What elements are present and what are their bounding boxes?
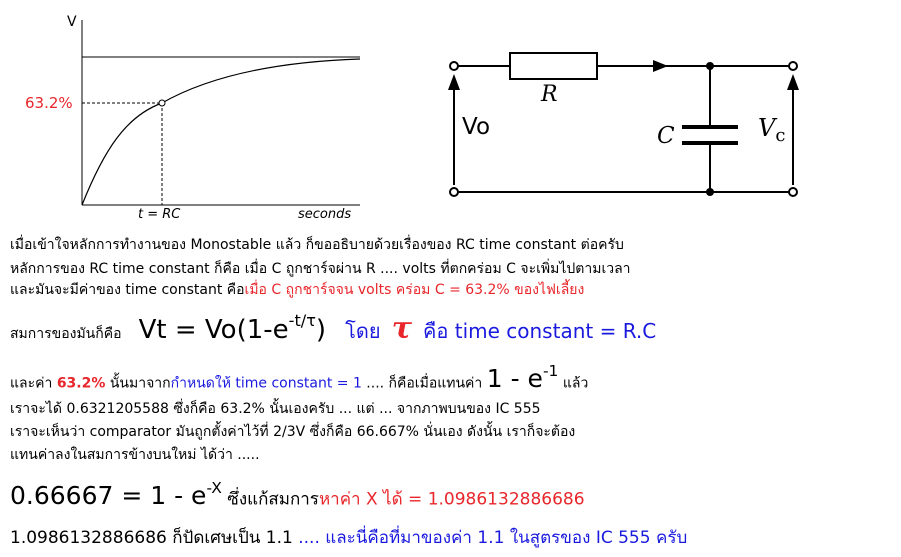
paragraph-line-2: เราจะได้ 0.6321205588 ซึ่งก็คือ 63.2% นั้นเองครับ ... แต่ ... จากภาพบนของ IC 555 — [10, 401, 541, 417]
rc-charge-graph — [0, 0, 370, 230]
paragraph-line-4: แทนค่าลงในสมการข้างบนใหม่ ได้ว่า ..... — [10, 447, 260, 463]
final-result: หาค่า X ได้ = 1.0986132886686 — [318, 489, 585, 510]
conclusion-line: 1.0986132886686 ก็ปัดเศษเป็น 1.1 .... และนี่คือที่มาของค่า 1.1 ในสูตรของ IC 555 ครับ — [10, 528, 688, 548]
output-arrow-head-icon — [787, 74, 799, 90]
terminal-in-top — [450, 62, 458, 70]
final-formula-line: $0.66667 = 1 - e^{-X}$ ซึ่งแก้สมการหาค่า X ได้ = 1.0986132886686 — [10, 478, 585, 511]
text-line-3: และมันจะมีค่าของ time constant คือเมื่อ C ถูกชาร์จจน volts คร่อม C = 63.2% ของไฟเลี้ยง — [10, 282, 585, 298]
tau-symbol: τ — [391, 311, 412, 346]
graph-x-label: seconds — [298, 207, 352, 222]
graph-marker-point — [159, 100, 165, 106]
paragraph-line-1: และค่า 63.2% นั้นมาจากกำหนดให้ time constant = 1 .... ก็คือเมื่อแทนค่า $1 - e^{-1}$ แล้ว — [10, 361, 589, 394]
equation-definition: คือ time constant = R.C — [422, 319, 657, 343]
resistor-symbol — [510, 53, 597, 79]
terminal-out-bottom — [789, 188, 797, 196]
paragraph-line-3: เราจะเห็นว่า comparator มันถูกตั้งค่าไว้ที่ 2/3V ซึ่งก็คือ 66.667% นั่นเอง ดังนั้น เราก็จะต้อง — [10, 424, 576, 440]
final-formula: $0.66667 = 1 - e^{-X}$ — [10, 478, 222, 511]
terminal-out-top — [789, 62, 797, 70]
text-line-2: หลักการของ RC time constant ก็คือ เมื่อ C ถูกชาร์จผ่าน R .... volts ที่ตกคร่อม C จะเพิ่มไปตามเวลา — [10, 261, 631, 277]
graph-level-label: 63.2% — [25, 94, 73, 112]
graph-time-label: t = RC — [138, 207, 181, 222]
equation-by: โดย — [345, 319, 381, 343]
equation-formula: $Vt = Vo(1-e^{-t/\tau})$ — [138, 310, 327, 345]
current-arrow-icon — [653, 60, 668, 72]
resistor-label: R — [541, 82, 558, 107]
paragraph-expression: $1 - e^{-1}$ — [486, 361, 559, 394]
capacitor-label: C — [657, 123, 675, 149]
input-voltage-label: Vo — [462, 114, 491, 140]
equation-line — [10, 311, 656, 347]
graph-y-label: V — [67, 14, 77, 30]
equation-intro: สมการของมันก็คือ — [10, 326, 122, 342]
text-line-1: เมื่อเข้าใจหลักการทำงานของ Monostable แล้ว ก็ขออธิบายด้วยเรื่องของ RC time constant ต่อครับ — [10, 237, 624, 253]
graph-charge-curve — [82, 59, 360, 205]
input-arrow-head-icon — [448, 74, 460, 90]
junction-bottom — [706, 188, 714, 196]
output-voltage-label: $V_c$ — [758, 114, 786, 146]
terminal-in-bottom — [450, 188, 458, 196]
